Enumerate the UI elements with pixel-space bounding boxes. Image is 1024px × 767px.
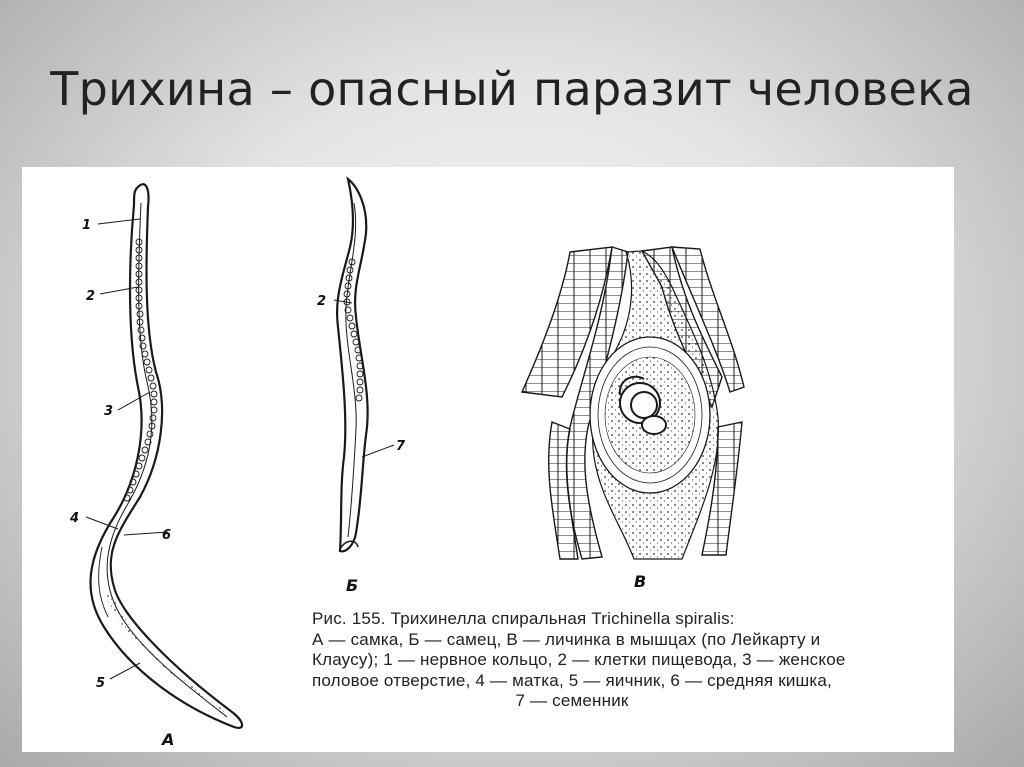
label-female-5: 5 (96, 676, 106, 691)
caption-line-2: А — самка, Б — самец, В — личинка в мышцах (по Лейкарту и (312, 629, 821, 649)
caption-line-1: Рис. 155. Трихинелла спиральная Trichinella spiralis: (312, 609, 735, 628)
larva-in-muscle-drawing (522, 247, 744, 559)
caption-line-5: 7 — семенник (515, 691, 629, 710)
label-female-3: 3 (104, 404, 114, 419)
figure-panel (22, 167, 954, 752)
label-female-4: 4 (70, 511, 80, 526)
label-male-letter: Б (346, 576, 359, 595)
figure-caption (312, 609, 942, 712)
female-worm-drawing (91, 184, 243, 728)
label-male-2: 2 (317, 294, 327, 309)
female-label-lines (86, 219, 168, 679)
label-female-1: 1 (82, 218, 92, 233)
male-worm-drawing (337, 179, 368, 551)
label-female-2: 2 (86, 289, 96, 304)
caption-line-4: половое отверстие, 4 — матка, 5 — яичник, 6 — средняя кишка, (312, 670, 832, 690)
slide-title: Трихина – опасный паразит человека (50, 62, 974, 116)
label-larva-letter: В (634, 572, 647, 591)
label-female-letter: А (162, 730, 175, 749)
label-male-7: 7 (396, 439, 406, 454)
label-female-6: 6 (162, 528, 172, 543)
caption-line-3: Клаусу); 1 — нервное кольцо, 2 — клетки пищевода, 3 — женское (312, 650, 846, 669)
